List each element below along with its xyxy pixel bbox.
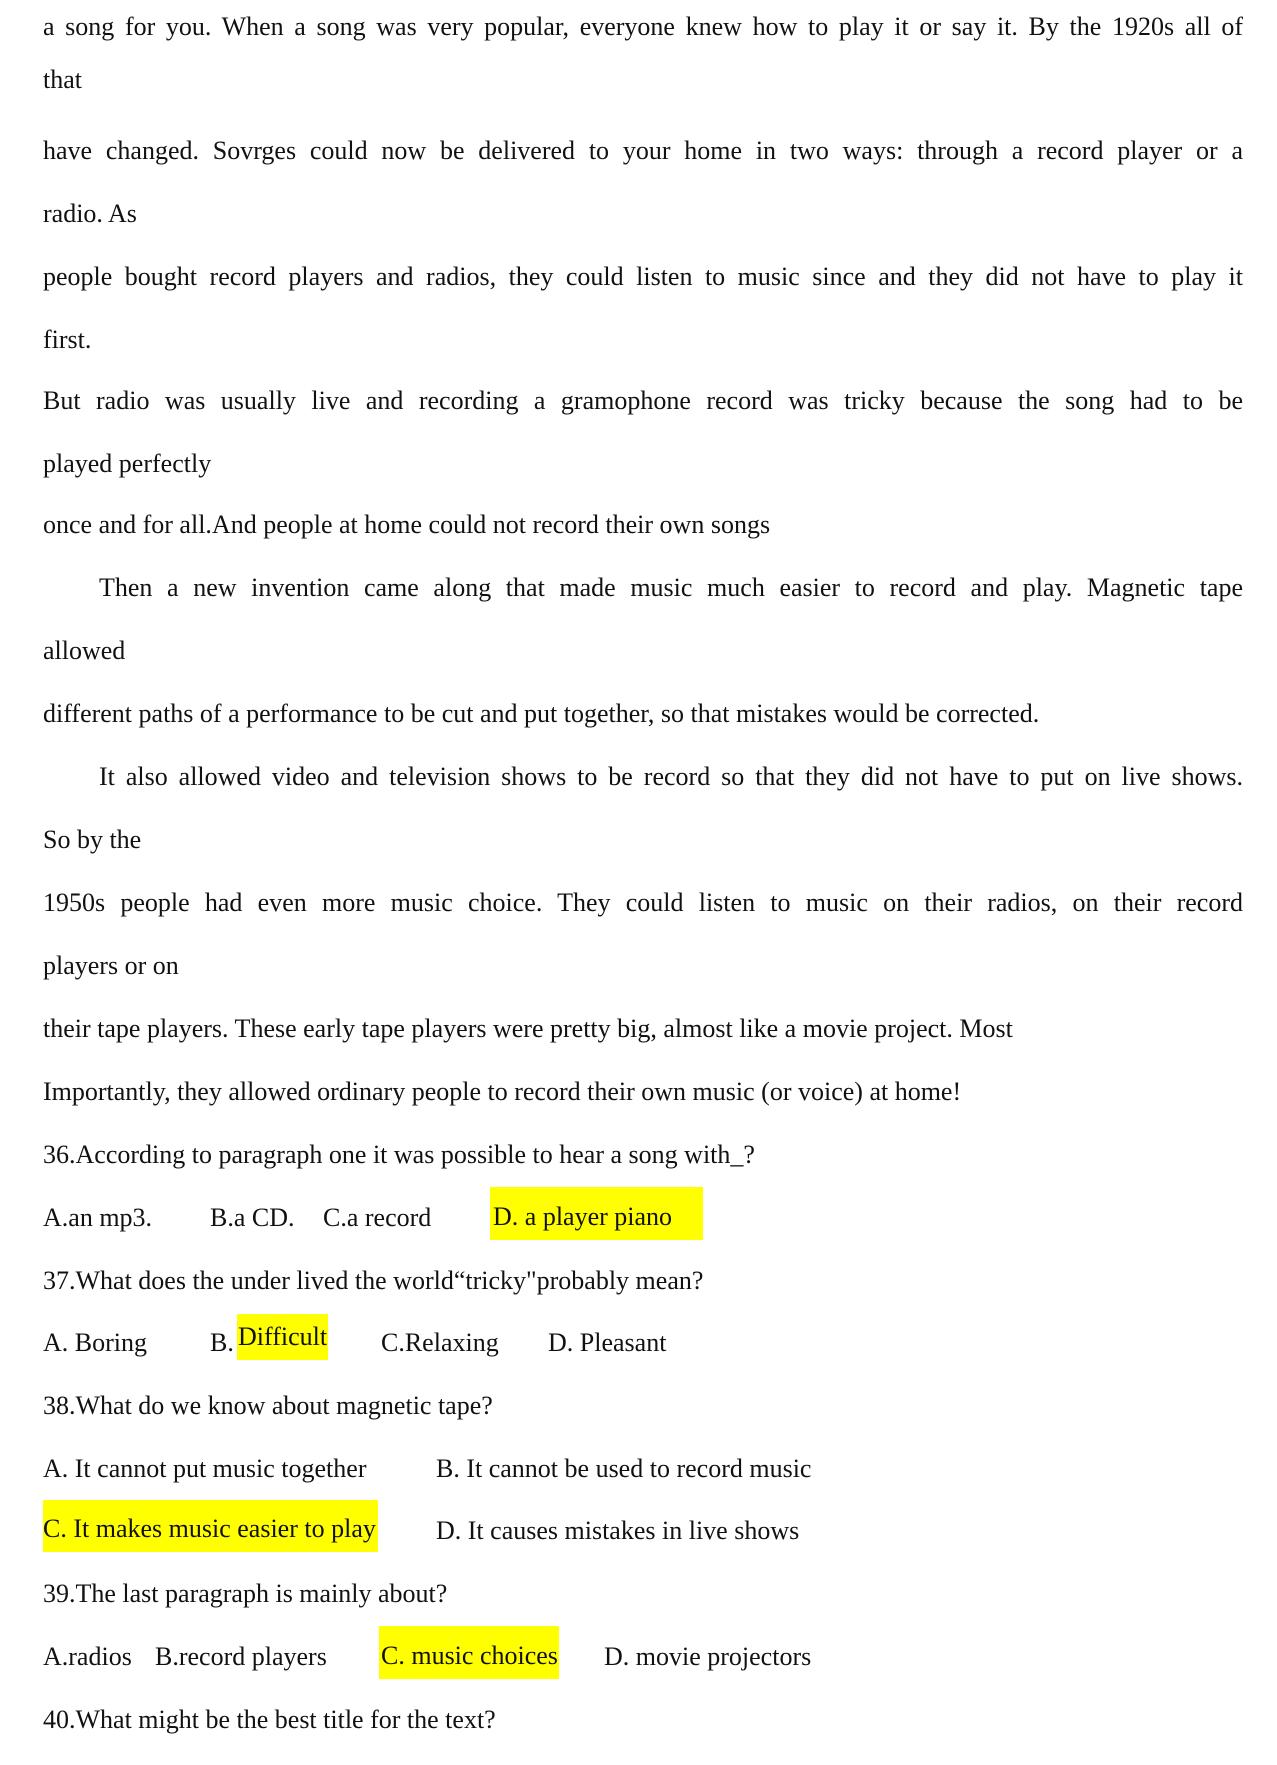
passage-line: Then a new invention came along that made music much easier to record and play. Magnetic tape xyxy=(99,573,1243,602)
passage-line: So by the xyxy=(43,825,142,854)
passage-line: It also allowed video and television shows to be record so that they did not have to put on live shows. xyxy=(99,762,1243,791)
passage-line: people bought record players and radios, they could listen to music since and they did not have to play it xyxy=(43,262,1243,291)
question-39-option-d: D. movie projectors xyxy=(604,1642,812,1671)
passage-line: Importantly, they allowed ordinary people to record their own music (or voice) at home! xyxy=(43,1077,962,1106)
question-36-option-a: A.an mp3. xyxy=(43,1203,153,1232)
passage-line: a song for you. When a song was very popular, everyone knew how to play it or say it. By the 1920s all of xyxy=(43,12,1243,41)
passage-line: have changed. Sovrges could now be delivered to your home in two ways: through a record player or a xyxy=(43,136,1243,165)
passage-line: players or on xyxy=(43,951,179,980)
passage-line: first. xyxy=(43,325,92,354)
question-38-option-d: D. It causes mistakes in live shows xyxy=(436,1516,800,1545)
passage-line: allowed xyxy=(43,636,126,665)
question-40-stem: 40.What might be the best title for the text? xyxy=(43,1705,496,1734)
passage-line: different paths of a performance to be cut and put together, so that mistakes would be corrected. xyxy=(43,699,1040,728)
question-36-stem: 36.According to paragraph one it was possible to hear a song with_? xyxy=(43,1140,755,1169)
question-39-option-c-highlighted: C. music choices xyxy=(379,1626,559,1679)
question-36-option-b: B.a CD. xyxy=(210,1203,295,1232)
passage-line: But radio was usually live and recording a gramophone record was tricky because the song had to be xyxy=(43,386,1243,415)
question-38-stem: 38.What do we know about magnetic tape? xyxy=(43,1391,493,1420)
question-38-option-a: A. It cannot put music together xyxy=(43,1454,367,1483)
question-39-stem: 39.The last paragraph is mainly about? xyxy=(43,1579,448,1608)
question-37-stem: 37.What does the under lived the world“tricky"probably mean? xyxy=(43,1266,704,1295)
passage-line: their tape players. These early tape players were pretty big, almost like a movie project. Most xyxy=(43,1014,1013,1043)
question-39-option-a: A.radios xyxy=(43,1642,132,1671)
question-37-option-b-highlighted: Difficult xyxy=(237,1314,328,1360)
passage-line: radio. As xyxy=(43,199,137,228)
passage-line: once and for all.And people at home could not record their own songs xyxy=(43,510,771,539)
question-39-option-b: B.record players xyxy=(155,1642,327,1671)
question-37-option-c: C.Relaxing xyxy=(381,1328,499,1357)
passage-line: played perfectly xyxy=(43,449,212,478)
question-37-option-d: D. Pleasant xyxy=(548,1328,667,1357)
question-38-option-c-highlighted: C. It makes music easier to play xyxy=(43,1500,378,1552)
question-36-option-c: C.a record xyxy=(323,1203,432,1232)
passage-line: that xyxy=(43,65,82,94)
passage-line: 1950s people had even more music choice. They could listen to music on their radios, on their record xyxy=(43,888,1243,917)
question-37-option-a: A. Boring xyxy=(43,1328,147,1357)
question-36-option-d-highlighted: D. a player piano xyxy=(490,1187,703,1240)
question-38-option-b: B. It cannot be used to record music xyxy=(436,1454,812,1483)
question-37-option-b-letter: B. xyxy=(210,1328,234,1357)
